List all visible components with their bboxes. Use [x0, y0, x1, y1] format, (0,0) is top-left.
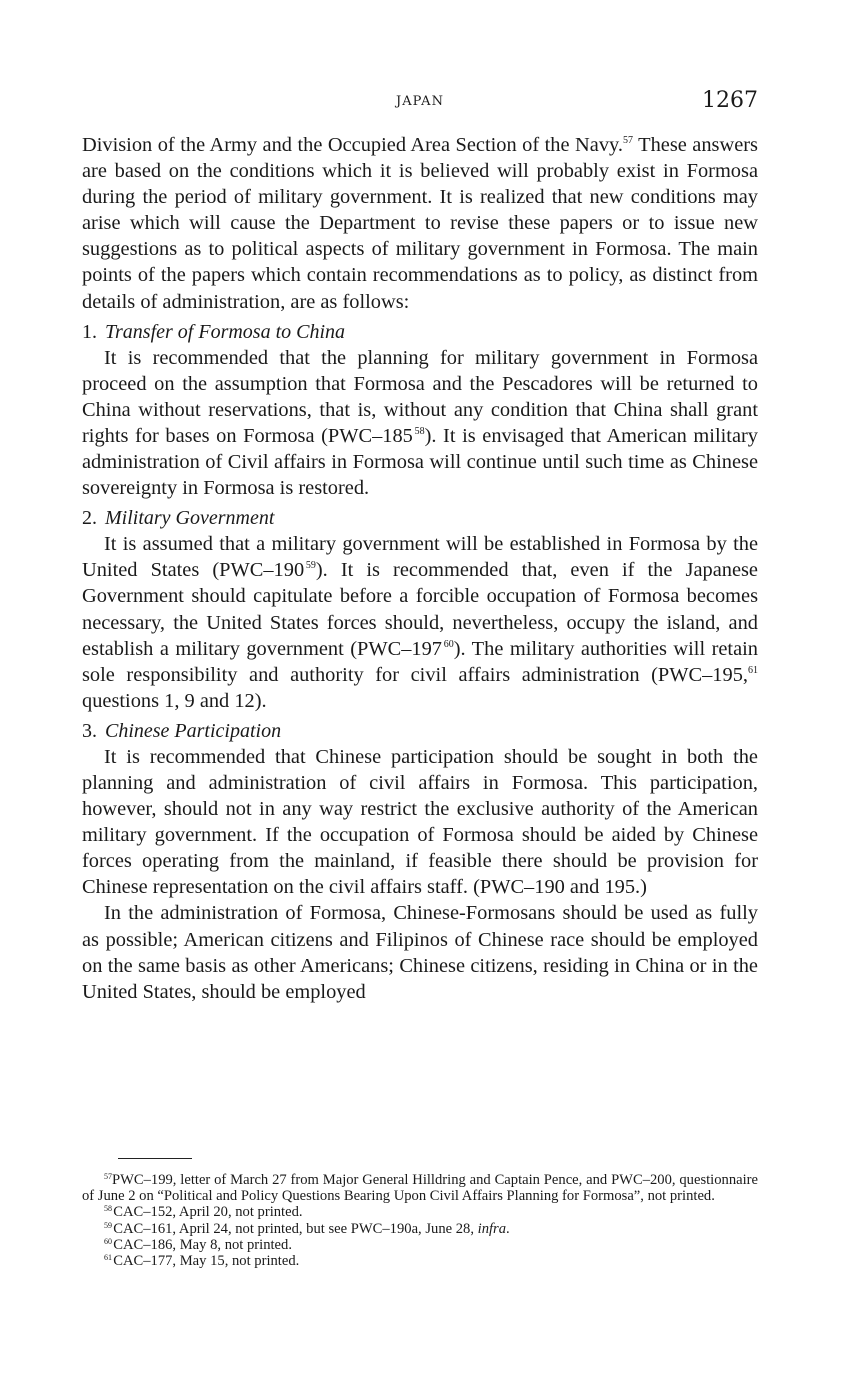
footnote-text: CAC–152, April 20, not printed. — [113, 1204, 303, 1221]
text-span: Division of the Army and the Occupied Area Section of the Navy. — [82, 134, 623, 156]
text-span: ). It is recommended that, even if the Japanese Government should capitulate before a forcible occupation of Formosa becomes necessary, the United States forces should, nevertheless, occupy the island, and establish a military government (PWC–197 — [82, 559, 758, 660]
footnote-59 — [82, 1221, 758, 1237]
body-text — [82, 132, 758, 1005]
footnote-ref-59: 59 — [305, 560, 316, 572]
footnote-mark: 58 — [104, 1204, 112, 1214]
text-span: ). It is envisaged that American military administration of Civil affairs in Formosa will continue until such time as Chinese sovereignty in Formosa is restored. — [82, 424, 758, 500]
section-heading-1 — [82, 319, 758, 345]
section-title: Military Government — [105, 507, 275, 530]
footnote-58 — [82, 1204, 758, 1220]
footnotes — [82, 1172, 758, 1269]
footnote-ref-60: 60 — [443, 638, 454, 650]
text-span: It is recommended that the planning for military government in Formosa proceed on the assumption that Formosa and the Pescadores will be returned to China without reservations, that is, without any condition that China shall grant rights for bases on Formosa (PWC–185 — [82, 346, 758, 447]
footnote-text: CAC–186, May 8, not printed. — [113, 1236, 292, 1253]
text-span: It is assumed that a military government will be established in Formosa by the United States (PWC–190 — [82, 533, 758, 582]
footnote-61 — [82, 1253, 758, 1269]
page-number: 1267 — [702, 88, 758, 113]
section-heading-3 — [82, 718, 758, 744]
section-title: Chinese Participation — [105, 719, 282, 742]
footnote-italic: infra — [477, 1220, 507, 1237]
section-heading-2 — [82, 505, 758, 531]
section-3-paragraph-1: It is recommended that Chinese participation should be sought in both the planning and administration of civil affairs in Formosa. This participation, however, should not in any way restrict the exclusive authority of the American military government. If the occupation of Formosa should be aided by Chinese forces operating from the mainland, if feasible there should be provision for Chinese representation on the civil affairs staff. (PWC–190 and 195.) — [82, 745, 758, 899]
running-head: JAPAN — [396, 94, 444, 109]
footnote-mark: 57 — [104, 1172, 112, 1181]
section-2-paragraph — [82, 531, 758, 714]
section-3-paragraph-2: In the administration of Formosa, Chinese-Formosans should be used as fully as possible; American citizens and Filipinos of Chinese race should be employed on the same basis as other Americans; Chinese citizens, residing in China or in the United States, should be employed — [82, 902, 758, 1003]
footnote-57 — [82, 1172, 758, 1204]
footnote-text: PWC–199, letter of March 27 from Major General Hilldring and Captain Pence, and PWC–200, questionnaire of June 2 on “Political and Policy Questions Bearing Upon Civil Affairs Planning for Formosa”, not printed. — [82, 1172, 758, 1205]
text-span: These answers are based on the conditions which it is believed will probably exist in Formosa during the period of military government. It is realized that new conditions may arise which will cause the Department to revise these papers or to issue new suggestions as to political aspects of military government in Formosa. The main points of the papers which contain recommendations as to policy, as distinct from details of administration, are as follows: — [82, 134, 758, 313]
section-1-paragraph — [82, 345, 758, 502]
footnote-text: CAC–177, May 15, not printed. — [113, 1253, 300, 1270]
text-span: questions 1, 9 and 12). — [82, 689, 267, 712]
footnote-text: CAC–161, April 24, not printed, but see PWC–190a, June 28, — [113, 1220, 478, 1237]
page-header — [82, 88, 758, 120]
footnote-ref-58: 58 — [414, 425, 425, 437]
footnote-text: . — [506, 1220, 510, 1237]
footnote-rule — [118, 1158, 192, 1159]
section-number: 1. — [82, 320, 97, 343]
footnote-60 — [82, 1237, 758, 1253]
section-title: Transfer of Formosa to China — [105, 320, 346, 343]
section-number: 3. — [82, 719, 97, 742]
section-number: 2. — [82, 507, 97, 530]
footnote-ref-61: 61 — [748, 664, 758, 676]
footnote-mark: 60 — [104, 1236, 112, 1246]
footnote-mark: 59 — [104, 1220, 112, 1230]
text-span: ). The military authorities will retain sole responsibility and authority for civil affairs administration (PWC–195, — [82, 637, 758, 686]
footnote-mark: 61 — [104, 1253, 112, 1263]
footnote-ref-57: 57 — [623, 135, 633, 146]
intro-paragraph — [82, 132, 758, 315]
